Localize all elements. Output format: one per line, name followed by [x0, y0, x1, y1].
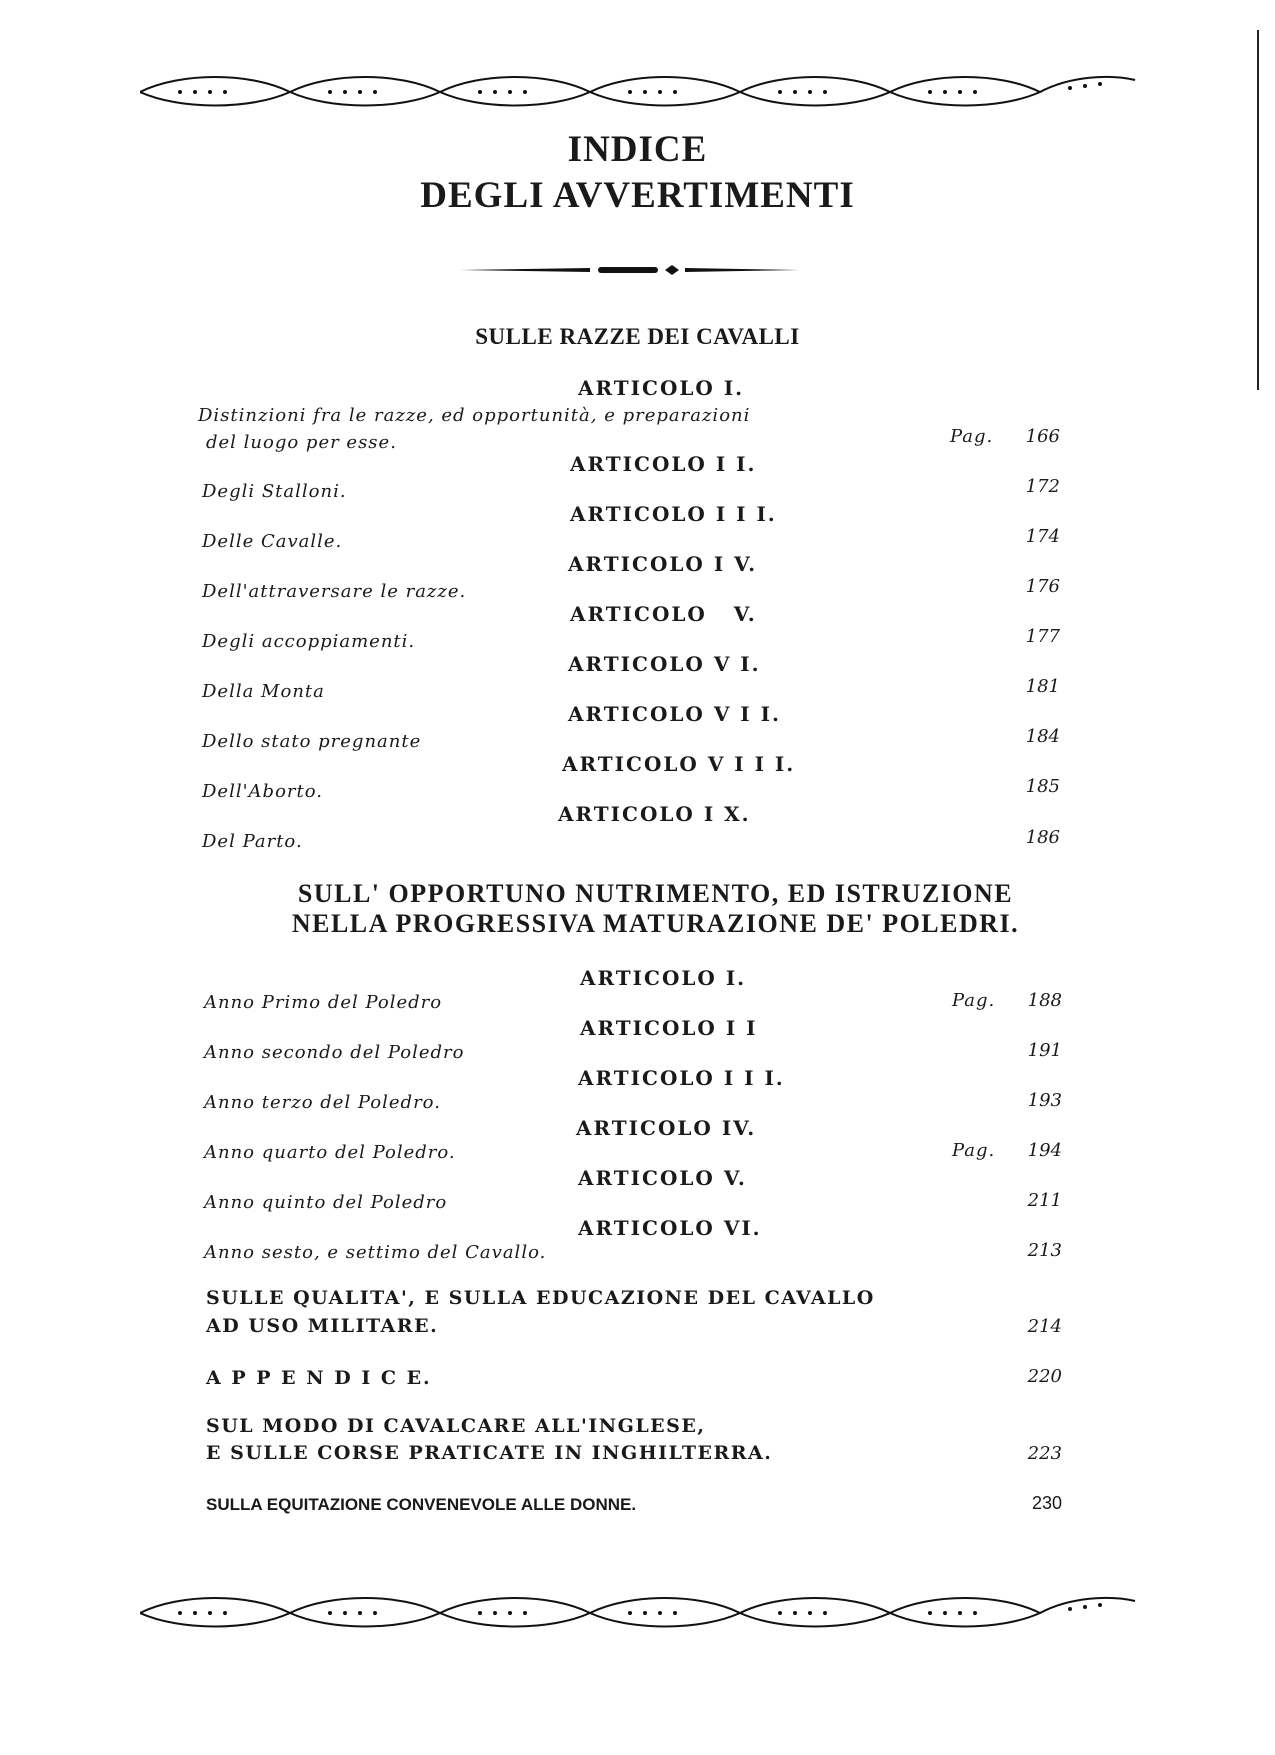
- page-number: 166: [1025, 426, 1060, 447]
- entry-text: Anno quarto del Poledro.: [204, 1142, 456, 1163]
- article-heading: ARTICOLO IV.: [576, 1116, 757, 1140]
- article-heading: ARTICOLO V.: [578, 1166, 747, 1190]
- entry-text: Dell'attraversare le razze.: [202, 581, 467, 602]
- entry-text: del luogo per esse.: [206, 432, 397, 453]
- entry-text: Anno Primo del Poledro: [204, 992, 443, 1013]
- pag-label: Pag.: [952, 990, 996, 1011]
- page-number: 172: [1025, 476, 1060, 497]
- section-heading-militare-line1: SULLE QUALITA', E SULLA EDUCAZIONE DEL CAVALLO: [206, 1287, 875, 1309]
- entry-text: Del Parto.: [202, 831, 303, 852]
- entry-text: Anno quinto del Poledro: [204, 1192, 448, 1213]
- page-number: 184: [1025, 726, 1060, 747]
- article-heading: ARTICOLO I I: [580, 1016, 758, 1040]
- page-number: 176: [1025, 576, 1060, 597]
- article-heading: ARTICOLO I.: [580, 966, 747, 990]
- entry-text: Anno secondo del Poledro: [204, 1042, 465, 1063]
- page-number: 230: [1031, 1493, 1062, 1513]
- entry-text: Anno sesto, e settimo del Cavallo.: [204, 1242, 547, 1263]
- title-divider: [460, 258, 800, 282]
- page-number: 223: [1027, 1443, 1062, 1464]
- page-number: 194: [1027, 1140, 1062, 1161]
- page-title-line2: DEGLI AVVERTIMENTI: [420, 175, 855, 216]
- page-number: 186: [1025, 827, 1060, 848]
- section-heading-appendice: A P P E N D I C E.: [206, 1367, 432, 1389]
- pag-label: Pag.: [952, 1140, 996, 1161]
- article-heading: ARTICOLO I I I.: [578, 1066, 785, 1090]
- page-number: 191: [1027, 1040, 1062, 1061]
- section-heading-inglese-line1: SUL MODO DI CAVALCARE ALL'INGLESE,: [206, 1415, 706, 1437]
- page-number: 174: [1025, 526, 1060, 547]
- section-heading-nutrimento-line2: NELLA PROGRESSIVA MATURAZIONE DE' POLEDRI.: [291, 909, 1020, 938]
- page-number: 220: [1027, 1366, 1062, 1387]
- section-heading-nutrimento-line1: SULL' OPPORTUNO NUTRIMENTO, ED ISTRUZIONE: [297, 879, 1014, 908]
- page-number: 193: [1027, 1090, 1062, 1111]
- entry-text: Dello stato pregnante: [202, 731, 422, 752]
- page-number: 185: [1025, 776, 1060, 797]
- entry-text: Dell'Aborto.: [202, 781, 323, 802]
- article-heading: ARTICOLO I.: [578, 376, 745, 400]
- page-number: 211: [1027, 1190, 1062, 1211]
- page-number: 214: [1027, 1316, 1062, 1337]
- article-heading: ARTICOLO I I.: [570, 452, 757, 476]
- page-number: 213: [1027, 1240, 1062, 1261]
- article-heading: ARTICOLO V I I I.: [562, 752, 796, 776]
- article-heading: ARTICOLO V I.: [568, 652, 761, 676]
- page-number: 188: [1027, 990, 1062, 1011]
- bottom-ornament-border: [140, 1583, 1140, 1633]
- entry-text: Distinzioni fra le razze, ed opportunità, e preparazioni: [198, 405, 751, 426]
- article-heading: ARTICOLO I V.: [568, 552, 758, 576]
- page-number: 181: [1025, 676, 1060, 697]
- section-heading-razze: SULLE RAZZE DEI CAVALLI: [475, 324, 800, 349]
- entry-text: Della Monta: [202, 681, 325, 702]
- page-number: 177: [1025, 626, 1060, 647]
- top-ornament-border: [140, 62, 1140, 112]
- section-heading-militare-line2: AD USO MILITARE.: [206, 1315, 439, 1337]
- entry-text: Anno terzo del Poledro.: [204, 1092, 441, 1113]
- section-heading-donne: SULLA EQUITAZIONE CONVENEVOLE ALLE DONNE.: [206, 1495, 637, 1514]
- article-heading: ARTICOLO V I I.: [568, 702, 781, 726]
- section-heading-inglese-line2: E SULLE CORSE PRATICATE IN INGHILTERRA.: [206, 1442, 773, 1464]
- entry-text: Delle Cavalle.: [202, 531, 343, 552]
- entry-text: Degli Stalloni.: [202, 481, 347, 502]
- article-heading: ARTICOLO V.: [570, 602, 757, 626]
- entry-text: Degli accoppiamenti.: [202, 631, 416, 652]
- page-title-line1: INDICE: [567, 129, 708, 170]
- article-heading: ARTICOLO I X.: [558, 802, 751, 826]
- pag-label: Pag.: [950, 426, 994, 447]
- article-heading: ARTICOLO VI.: [578, 1216, 762, 1240]
- article-heading: ARTICOLO I I I.: [570, 502, 777, 526]
